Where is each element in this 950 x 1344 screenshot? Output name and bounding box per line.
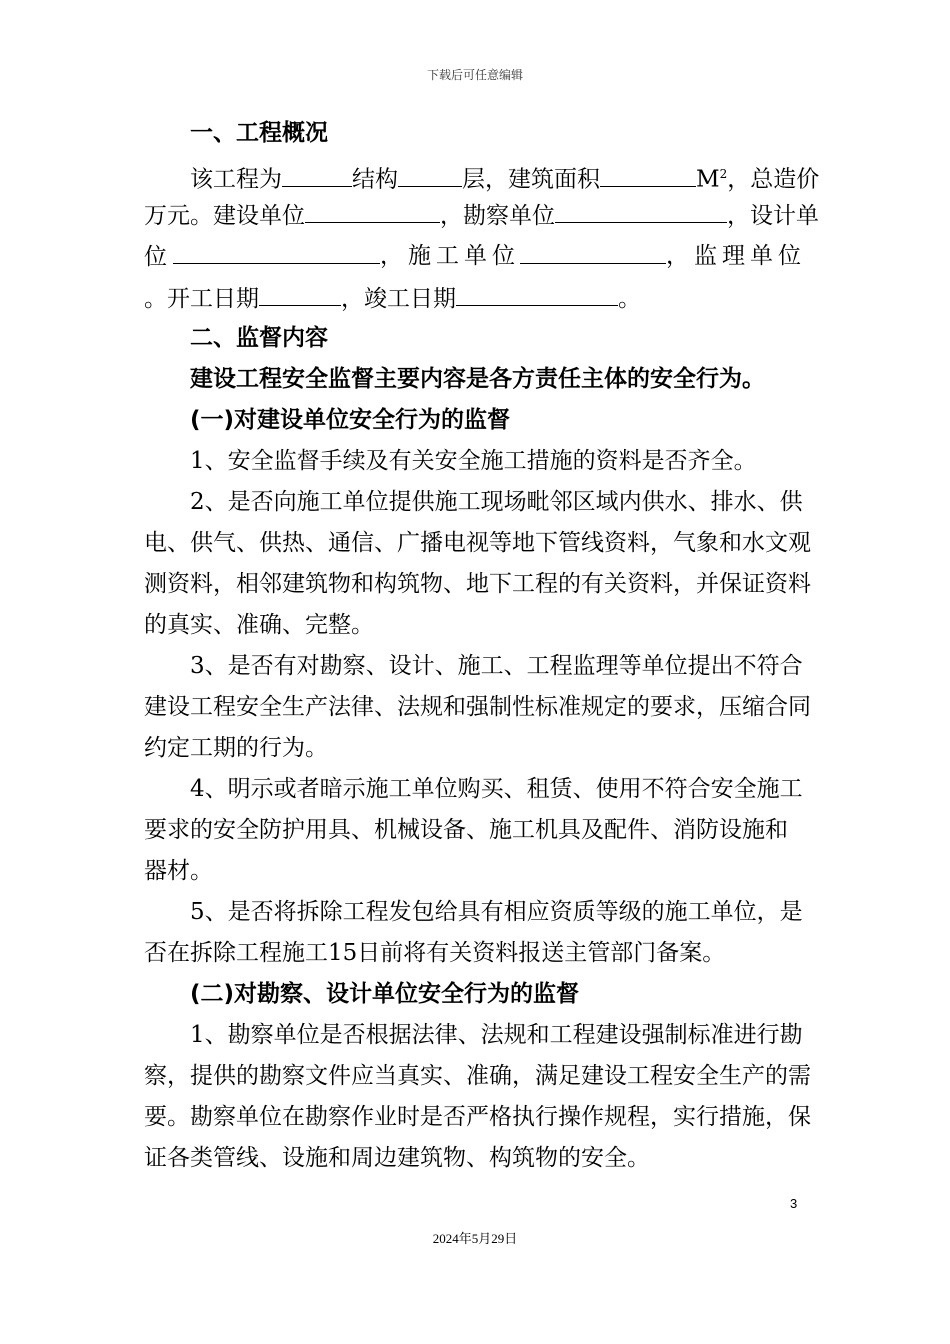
overview-text: ，总造价 [727, 166, 820, 193]
paragraph-line: 要求的安全防护用具、机械设备、施工机具及配件、消防设施和 [144, 817, 788, 843]
footer-date: 2024年5月29日 [432, 1231, 518, 1246]
paragraph-line: 要。勘察单位在勘察作业时是否严格执行操作规程，实行措施，保 [144, 1104, 811, 1130]
paragraph-line: 1、安全监督手续及有关安全施工措施的资料是否齐全。 [190, 448, 757, 474]
overview-text: ，施工单位 [380, 243, 520, 269]
paragraph-line: 3、是否有对勘察、设计、施工、工程监理等单位提出不符合 [190, 653, 803, 679]
blank-survey [555, 200, 727, 223]
overview-text: ，设计单 [727, 203, 819, 229]
paragraph-line: 证各类管线、设施和周边建筑物、构筑物的安全。 [144, 1145, 650, 1171]
overview-text: ，监理单位 [666, 243, 806, 269]
unit-text: M [696, 166, 720, 193]
page-header: 下载后可任意编辑 [426, 68, 523, 82]
paragraph-line: 1、勘察单位是否根据法律、法规和工程建设强制标准进行勘 [190, 1022, 803, 1048]
overview-text: 。 [618, 286, 641, 312]
overview-text: 。开工日期 [144, 286, 259, 312]
overview-seg [144, 241, 380, 272]
paragraph-line: 否在拆除工程施工15日前将有关资料报送主管部门备案。 [144, 940, 726, 966]
paragraph-line: 4、明示或者暗示施工单位购买、租赁、使用不符合安全施工 [190, 776, 803, 802]
section-2-title: 二、监督内容 [190, 325, 328, 351]
blank-structure [282, 164, 352, 187]
paragraph-line: 器材。 [144, 858, 213, 884]
overview-text: 万元。建设单位 [144, 203, 305, 229]
overview-line-2 [144, 200, 819, 231]
overview-text: 结构 [352, 166, 398, 193]
overview-text: 该工程为 [190, 166, 282, 193]
overview-text: 位 [144, 244, 167, 270]
paragraph-line: 建设工程安全生产法律、法规和强制性标准规定的要求，压缩合同 [144, 694, 811, 720]
blank-area [600, 164, 696, 187]
paragraph-line: 约定工期的行为。 [144, 735, 328, 761]
paragraph-line: 电、供气、供热、通信、广播电视等地下管线资料，气象和水文观 [144, 530, 811, 556]
blank-floors [398, 164, 462, 187]
paragraph-line: 测资料，相邻建筑物和构筑物、地下工程的有关资料，并保证资料 [144, 571, 811, 597]
overview-text: ，竣工日期 [341, 286, 456, 312]
section-1-title: 一、工程概况 [190, 120, 328, 146]
page-number: 3 [790, 1196, 798, 1211]
overview-line-4 [144, 283, 806, 314]
unit-superscript: 2 [719, 167, 728, 181]
paragraph-line: 的真实、准确、完整。 [144, 612, 374, 638]
paragraph-line: 察，提供的勘察文件应当真实、准确，满足建设工程安全生产的需 [144, 1063, 811, 1089]
subsection-1-title: (一)对建设单位安全行为的监督 [190, 407, 511, 433]
subsection-2-title: (二)对勘察、设计单位安全行为的监督 [190, 981, 580, 1007]
blank-design [173, 241, 380, 264]
blank-end-date [456, 283, 618, 306]
overview-text: ，勘察单位 [440, 203, 555, 229]
overview-text: 层，建筑面积 [462, 166, 600, 193]
overview-line-1 [144, 159, 820, 195]
section-2-intro: 建设工程安全监督主要内容是各方责任主体的安全行为。 [190, 366, 765, 392]
blank-contractor [520, 241, 666, 264]
blank-start-date [259, 283, 341, 306]
paragraph-line: 5、是否将拆除工程发包给具有相应资质等级的施工单位，是 [190, 899, 803, 925]
blank-client [305, 200, 440, 223]
paragraph-line: 2、是否向施工单位提供施工现场毗邻区域内供水、排水、供 [190, 489, 803, 515]
overview-line-3 [144, 241, 806, 272]
